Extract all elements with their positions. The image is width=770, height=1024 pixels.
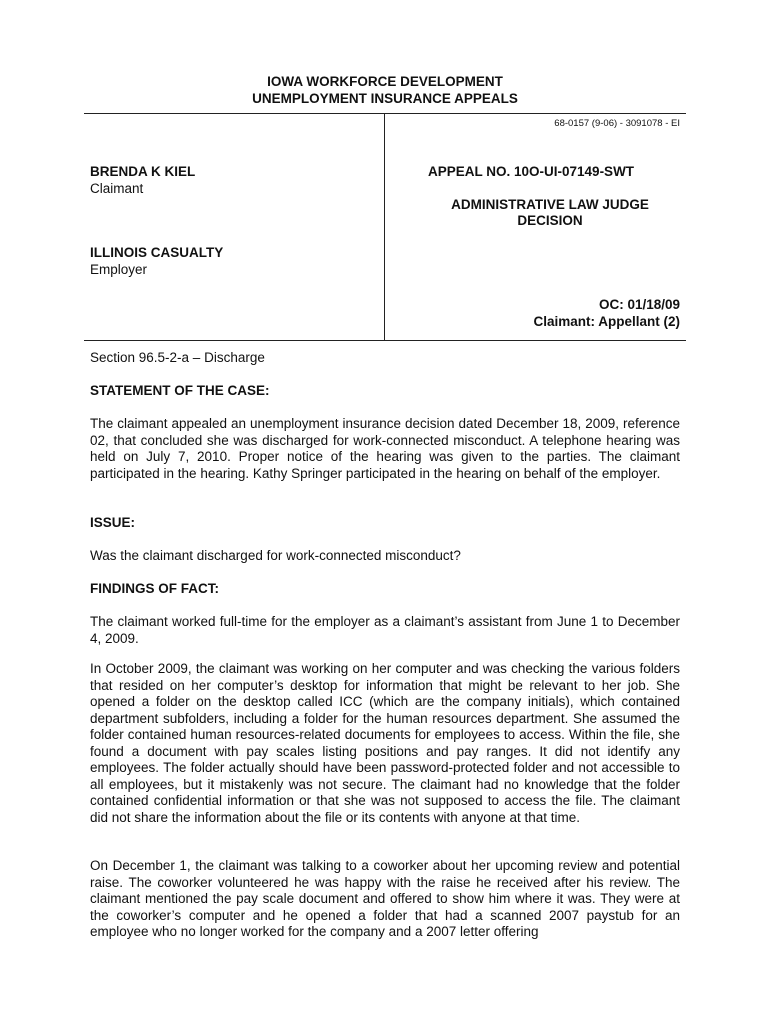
appeal-number: APPEAL NO. 10O-UI-07149-SWT — [428, 164, 635, 179]
statement-heading: STATEMENT OF THE CASE: — [90, 383, 270, 398]
employer-label: Employer — [90, 262, 148, 277]
caption-bottom-rule — [84, 340, 686, 341]
statement-paragraph: The claimant appealed an unemployment insurance decision dated December 18, 2009, reference 02, that concluded she was discharged for work-connected misconduct. A telephone hearing was held on July 7, 2010. Proper notice of the hearing was given to the parties. The claimant participated in the hearing. Kathy Springer participated in the hearing on behalf of the employer. — [90, 416, 680, 481]
findings-heading: FINDINGS OF FACT: — [90, 581, 219, 596]
column-divider — [384, 113, 385, 341]
form-number: 68-0157 (9-06) - 3091078 - EI — [554, 118, 680, 129]
claimant-label: Claimant — [90, 181, 144, 196]
findings-paragraph-3: On December 1, the claimant was talking to a coworker about her upcoming review and potential raise. The coworker volunteered he was happy with the raise he received after his review. The claimant mentioned the pay scale document and offered to show him where it was. They were at the coworker’s computer and he opened a folder that had a scanned 2007 paystub for an employee who no longer worked for the company and a 2007 letter offering — [90, 858, 680, 939]
findings-paragraph-1: The claimant worked full-time for the employer as a claimant’s assistant from June 1 to December 4, 2009. — [90, 614, 680, 646]
original-claim-date: OC: 01/18/09 — [598, 297, 680, 312]
findings-paragraph-2: In October 2009, the claimant was working on her computer and was checking the various folders that resided on her computer’s desktop for information that might be relevant to her job. She opened a folder on the desktop called ICC (which are the company initials), which contained department subfolders, including a folder for the human resources department. She assumed the folder contained human resources-related documents for employees to access. Within the file, she found a document with pay scales listing positions and pay ranges. It did not identify any employees. The folder actually should have been password-protected folder and not accessible to all employees, but it mistakenly was not secure. The claimant had no knowledge that the folder contained confidential information or that she was not supposed to access the file. The claimant did not share the information about the file or its contents with anyone at that time. — [90, 661, 680, 825]
claimant-status: Claimant: Appellant (2) — [533, 314, 680, 329]
claimant-name: BRENDA K KIEL — [90, 164, 196, 179]
decision-title-line2: DECISION — [517, 213, 583, 228]
issue-paragraph: Was the claimant discharged for work-connected misconduct? — [90, 548, 461, 563]
division-title: UNEMPLOYMENT INSURANCE APPEALS — [252, 91, 518, 106]
section-citation: Section 96.5-2-a – Discharge — [90, 350, 265, 365]
agency-title: IOWA WORKFORCE DEVELOPMENT — [267, 74, 503, 89]
issue-heading: ISSUE: — [90, 515, 136, 530]
header-rule — [84, 113, 686, 114]
employer-name: ILLINOIS CASUALTY — [90, 245, 224, 260]
decision-title-line1: ADMINISTRATIVE LAW JUDGE — [451, 197, 649, 212]
